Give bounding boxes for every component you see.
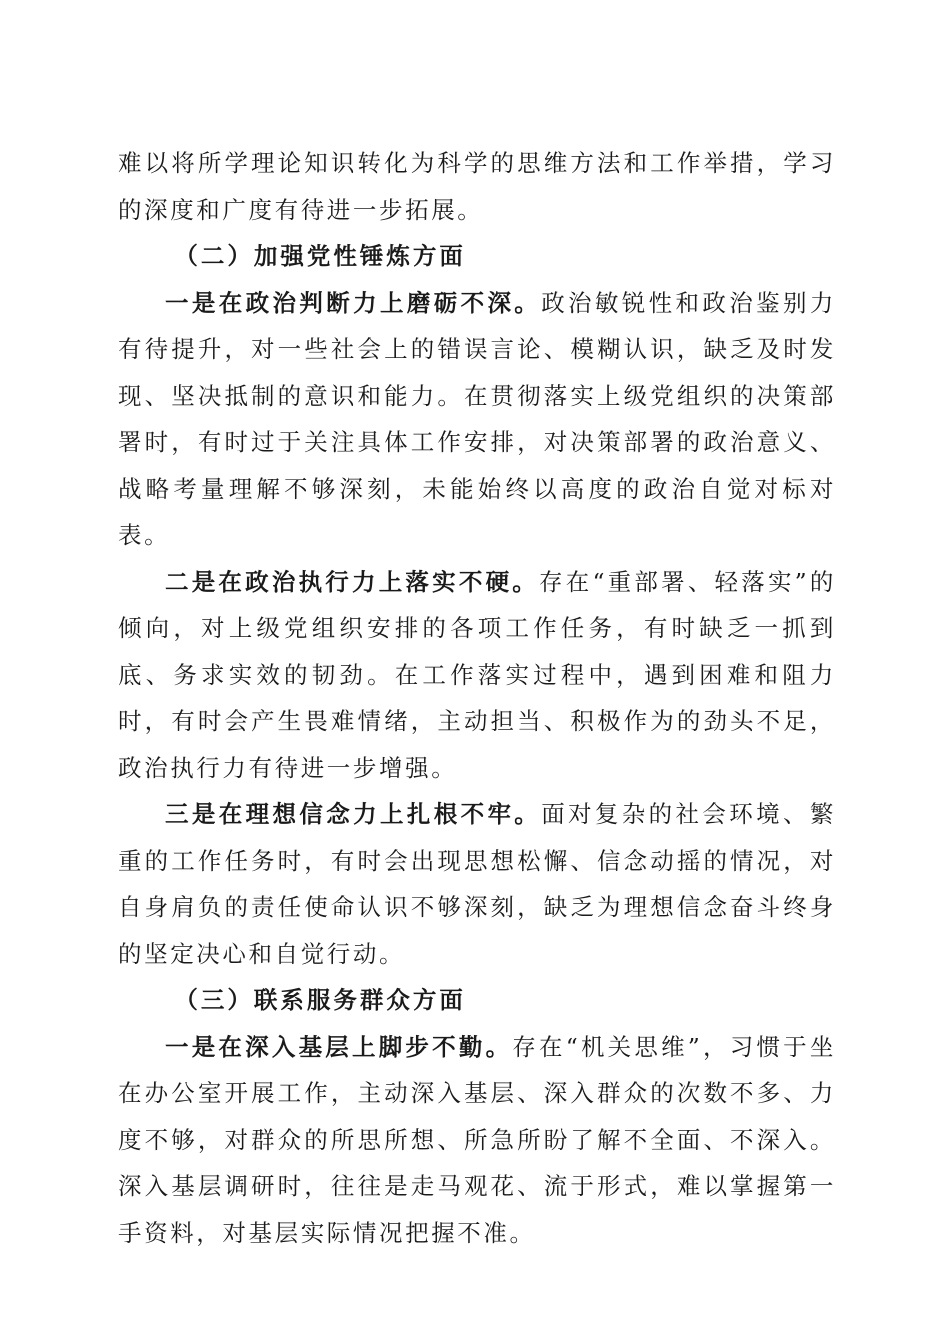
paragraph-lead: 一是在政治判断力上磨砺不深。: [165, 288, 542, 317]
paragraph-lead: 一是在深入基层上脚步不勤。: [165, 1032, 513, 1061]
paragraph-text: 存在“重部署、轻落实”的倾向，对上级党组织安排的各项工作任务，有时缺乏一抓到底、务求实效的韧劲。在工作落实过程中，遇到困难和阻力时，有时会产生畏难情绪，主动担当、积极作为的劲头不足，政治执行力有待进一步增强。: [118, 567, 837, 782]
paragraph-text: 存在“机关思维”，习惯于坐在办公室开展工作，主动深入基层、深入群众的次数不多、力度不够，对群众的所思所想、所急所盼了解不全面、不深入。深入基层调研时，往往是走马观花、流于形式，难以掌握第一手资料，对基层实际情况把握不准。: [118, 1032, 836, 1247]
paragraph-text: 面对复杂的社会环境、繁重的工作任务时，有时会出现思想松懈、信念动摇的情况，对自身肩负的责任使命认识不够深刻，缺乏为理想信念奋斗终身的坚定决心和自觉行动。: [118, 800, 836, 968]
paragraph-grassroots: [118, 1024, 836, 1257]
heading-text: （二）加强党性锤炼方面: [174, 242, 466, 270]
paragraph-political-judgment: [118, 280, 836, 559]
paragraph-lead: 二是在政治执行力上落实不硬。: [165, 567, 540, 596]
paragraph-ideals-beliefs: [118, 791, 836, 977]
paragraph-continuation: [118, 140, 836, 233]
paragraph-political-execution: [118, 559, 836, 792]
paragraph-text: 难以将所学理论知识转化为科学的思维方法和工作举措，学习的深度和广度有待进一步拓展。: [118, 149, 836, 224]
section-heading-serving-masses: [118, 977, 836, 1024]
paragraph-lead: 三是在理想信念力上扎根不牢。: [165, 800, 542, 828]
paragraph-text: 政治敏锐性和政治鉴别力有待提升，对一些社会上的错误言论、模糊认识，缺乏及时发现、坚决抵制的意识和能力。在贯彻落实上级党组织的决策部署时，有时过于关注具体工作安排，对决策部署的政治意义、战略考量理解不够深刻，未能始终以高度的政治自觉对标对表。: [118, 288, 836, 549]
section-heading-party-spirit: [118, 233, 836, 280]
heading-text: （三）联系服务群众方面: [174, 986, 466, 1014]
document-page: [118, 140, 836, 1256]
